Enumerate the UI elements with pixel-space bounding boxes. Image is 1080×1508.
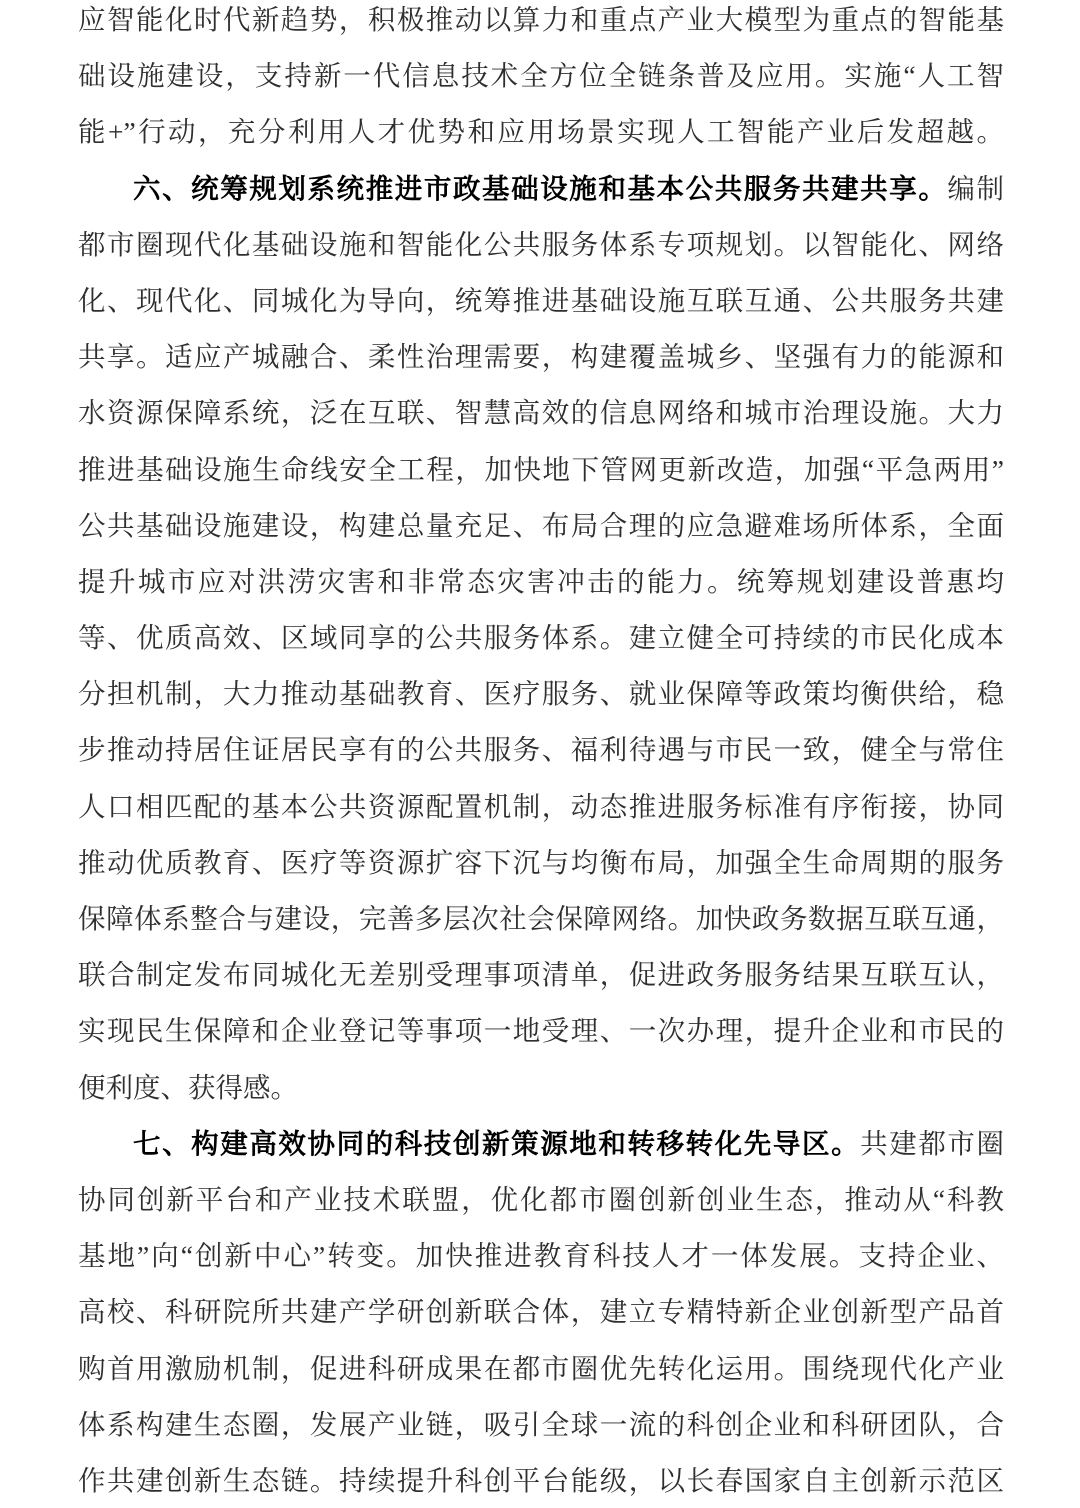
section-7-heading-rest: 共建都市圈 (860, 1127, 1005, 1159)
section-6-heading: 六、统筹规划系统推进市政基础设施和基本公共服务共建共享。 (133, 172, 948, 204)
text-line-10: 公共基础设施建设，构建总量充足、布局合理的应急避难场所体系，全面 (78, 509, 1004, 541)
text-line-27: 作共建创新生态链。持续提升科创平台能级，以长春国家自主创新示范区 (78, 1464, 1004, 1496)
text-line-02: 础设施建设，支持新一代信息技术全方位全链条普及应用。实施“人工智 (78, 60, 1004, 92)
text-line-16: 推动优质教育、医疗等资源扩容下沉与均衡布局，加强全生命周期的服务 (78, 846, 1004, 878)
text-line-09: 推进基础设施生命线安全工程，加快地下管网更新改造，加强“平急两用” (78, 453, 1004, 485)
text-line-15: 人口相匹配的基本公共资源配置机制，动态推进服务标准有序衔接，协同 (78, 790, 1004, 822)
section-6-heading-line (78, 161, 1004, 217)
text-line-19: 实现民生保障和企业登记等事项一地受理、一次办理，提升企业和市民的 (78, 1015, 1004, 1047)
text-line-13: 分担机制，大力推动基础教育、医疗服务、就业保障等政策均衡供给，稳 (78, 678, 1004, 710)
text-column (78, 0, 1004, 1508)
text-line-23: 基地”向“创新中心”转变。加快推进教育科技人才一体发展。支持企业、 (78, 1240, 1004, 1272)
text-line-14: 步推动持居住证居民享有的公共服务、福利待遇与市民一致，健全与常住 (78, 734, 1004, 766)
text-line-20: 便利度、获得感。 (78, 1071, 298, 1103)
text-line-06: 化、现代化、同城化为导向，统筹推进基础设施互联互通、公共服务共建 (78, 284, 1004, 316)
text-line-12: 等、优质高效、区域同享的公共服务体系。建立健全可持续的市民化成本 (78, 622, 1004, 654)
text-line-01: 应智能化时代新趋势，积极推动以算力和重点产业大模型为重点的智能基 (78, 4, 1004, 35)
text-line-07: 共享。适应产城融合、柔性治理需要，构建覆盖城乡、坚强有力的能源和 (78, 341, 1004, 373)
section-7-heading: 七、构建高效协同的科技创新策源地和转移转化先导区。 (133, 1127, 861, 1159)
section-7-heading-line (78, 1116, 1004, 1172)
text-line-11: 提升城市应对洪涝灾害和非常态灾害冲击的能力。统筹规划建设普惠均 (78, 565, 1004, 597)
text-line-22: 协同创新平台和产业技术联盟，优化都市圈创新创业生态，推动从“科教 (78, 1183, 1004, 1215)
text-line-26: 体系构建生态圈，发展产业链，吸引全球一流的科创企业和科研团队，合 (78, 1408, 1004, 1440)
text-line-25: 购首用激励机制，促进科研成果在都市圈优先转化运用。围绕现代化产业 (78, 1352, 1004, 1384)
text-line-18: 联合制定发布同城化无差别受理事项清单，促进政务服务结果互联互认， (78, 959, 1004, 991)
text-line-03: 能+”行动，充分利用人才优势和应用场景实现人工智能产业后发超越。 (78, 116, 1004, 148)
text-line-17: 保障体系整合与建设，完善多层次社会保障网络。加快政务数据互联互通， (78, 903, 1004, 934)
text-line-05: 都市圈现代化基础设施和智能化公共服务体系专项规划。以智能化、网络 (78, 228, 1004, 260)
section-6-heading-rest: 编制 (947, 172, 1005, 204)
text-line-08: 水资源保障系统，泛在互联、智慧高效的信息网络和城市治理设施。大力 (78, 397, 1004, 429)
text-line-24: 高校、科研院所共建产学研创新联合体，建立专精特新企业创新型产品首 (78, 1296, 1004, 1328)
